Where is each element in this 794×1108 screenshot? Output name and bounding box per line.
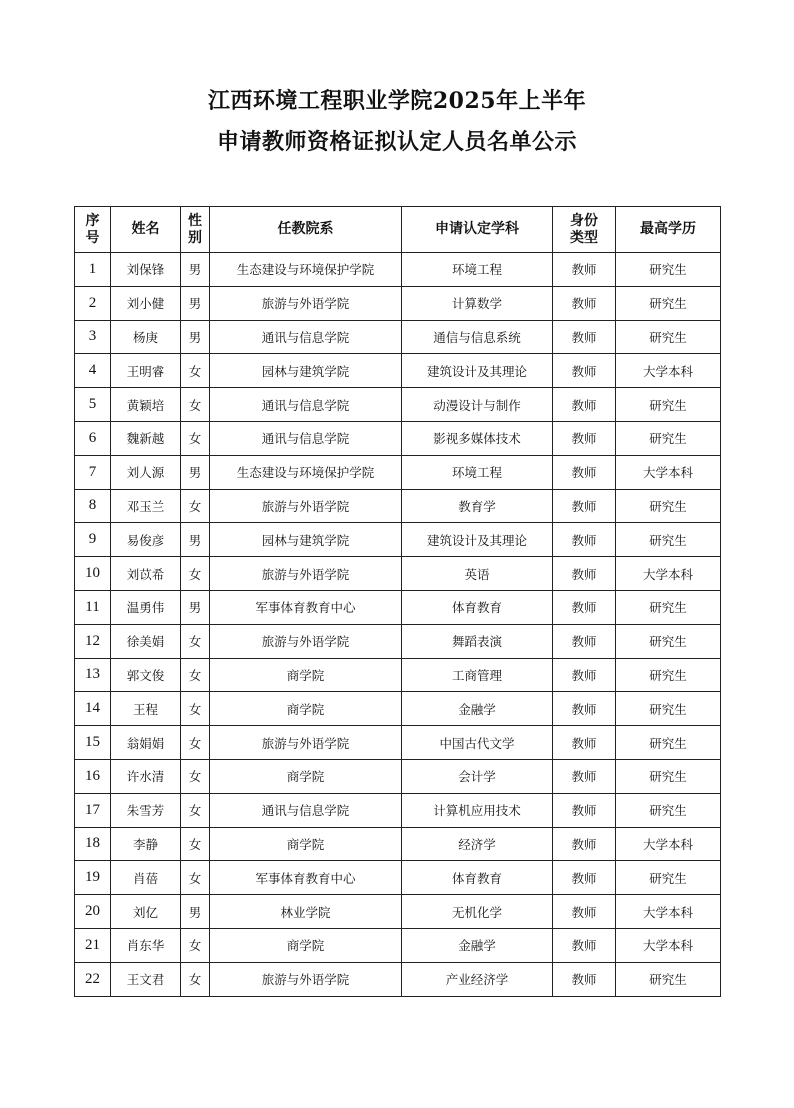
cell-identity: 教师 — [553, 895, 616, 929]
table-body — [75, 253, 721, 997]
cell-seq: 16 — [75, 759, 111, 793]
table-row — [75, 557, 721, 591]
table-row — [75, 354, 721, 388]
cell-subject: 产业经济学 — [402, 962, 553, 996]
cell-gender: 女 — [181, 827, 210, 861]
table-row — [75, 861, 721, 895]
cell-name: 李静 — [111, 827, 181, 861]
cell-education: 研究生 — [616, 253, 721, 287]
cell-subject: 计算数学 — [402, 286, 553, 320]
cell-name: 王文君 — [111, 962, 181, 996]
table-row — [75, 388, 721, 422]
cell-name: 肖东华 — [111, 928, 181, 962]
cell-gender: 女 — [181, 962, 210, 996]
cell-gender: 女 — [181, 861, 210, 895]
cell-identity: 教师 — [553, 861, 616, 895]
cell-department: 旅游与外语学院 — [210, 286, 402, 320]
cell-subject: 舞蹈表演 — [402, 624, 553, 658]
cell-identity: 教师 — [553, 286, 616, 320]
table-row — [75, 624, 721, 658]
cell-department: 通讯与信息学院 — [210, 421, 402, 455]
header-department: 任教院系 — [210, 207, 402, 253]
cell-subject: 教育学 — [402, 489, 553, 523]
cell-education: 大学本科 — [616, 557, 721, 591]
cell-education: 研究生 — [616, 286, 721, 320]
cell-seq: 10 — [75, 557, 111, 591]
header-gender-line-1: 性 — [188, 212, 202, 229]
cell-name: 刘亿 — [111, 895, 181, 929]
cell-seq: 1 — [75, 253, 111, 287]
cell-department: 军事体育教育中心 — [210, 590, 402, 624]
header-subject: 申请认定学科 — [402, 207, 553, 253]
cell-gender: 男 — [181, 286, 210, 320]
cell-department: 商学院 — [210, 928, 402, 962]
cell-identity: 教师 — [553, 759, 616, 793]
cell-seq: 18 — [75, 827, 111, 861]
header-education: 最高学历 — [616, 207, 721, 253]
cell-subject: 环境工程 — [402, 455, 553, 489]
table-row — [75, 692, 721, 726]
cell-seq: 4 — [75, 354, 111, 388]
header-seq-line-2: 号 — [85, 229, 100, 246]
cell-name: 徐美娟 — [111, 624, 181, 658]
cell-identity: 教师 — [553, 590, 616, 624]
document-title-line-1: 江西环境工程职业学院2025年上半年 — [207, 88, 587, 114]
cell-education: 研究生 — [616, 692, 721, 726]
cell-department: 生态建设与环境保护学院 — [210, 253, 402, 287]
cell-identity: 教师 — [553, 489, 616, 523]
cell-gender: 女 — [181, 759, 210, 793]
cell-education: 研究生 — [616, 590, 721, 624]
cell-subject: 影视多媒体技术 — [402, 421, 553, 455]
cell-seq: 2 — [75, 286, 111, 320]
cell-department: 商学院 — [210, 759, 402, 793]
cell-department: 旅游与外语学院 — [210, 962, 402, 996]
cell-identity: 教师 — [553, 658, 616, 692]
cell-subject: 金融学 — [402, 692, 553, 726]
cell-name: 易俊彦 — [111, 523, 181, 557]
cell-identity: 教师 — [553, 692, 616, 726]
cell-gender: 男 — [181, 895, 210, 929]
cell-education: 研究生 — [616, 658, 721, 692]
cell-education: 研究生 — [616, 523, 721, 557]
header-name: 姓名 — [111, 207, 181, 253]
cell-identity: 教师 — [553, 827, 616, 861]
cell-subject: 工商管理 — [402, 658, 553, 692]
cell-seq: 22 — [75, 962, 111, 996]
cell-department: 通讯与信息学院 — [210, 320, 402, 354]
cell-seq: 17 — [75, 793, 111, 827]
cell-name: 魏新越 — [111, 421, 181, 455]
cell-department: 旅游与外语学院 — [210, 557, 402, 591]
cell-name: 刘保锋 — [111, 253, 181, 287]
cell-identity: 教师 — [553, 388, 616, 422]
cell-gender: 女 — [181, 624, 210, 658]
table-row — [75, 320, 721, 354]
cell-education: 研究生 — [616, 320, 721, 354]
cell-gender: 女 — [181, 658, 210, 692]
table-row — [75, 253, 721, 287]
cell-department: 园林与建筑学院 — [210, 354, 402, 388]
header-seq — [75, 207, 111, 253]
cell-gender: 女 — [181, 354, 210, 388]
cell-subject: 建筑设计及其理论 — [402, 523, 553, 557]
cell-department: 通讯与信息学院 — [210, 388, 402, 422]
cell-seq: 15 — [75, 726, 111, 760]
table-row — [75, 658, 721, 692]
table-row — [75, 726, 721, 760]
cell-seq: 7 — [75, 455, 111, 489]
header-identity-line-2: 类型 — [570, 229, 598, 246]
cell-name: 郭文俊 — [111, 658, 181, 692]
cell-gender: 女 — [181, 692, 210, 726]
cell-seq: 6 — [75, 421, 111, 455]
cell-subject: 金融学 — [402, 928, 553, 962]
cell-subject: 会计学 — [402, 759, 553, 793]
table-row — [75, 590, 721, 624]
cell-education: 研究生 — [616, 624, 721, 658]
cell-gender: 女 — [181, 388, 210, 422]
cell-department: 林业学院 — [210, 895, 402, 929]
table-row — [75, 895, 721, 929]
cell-subject: 经济学 — [402, 827, 553, 861]
table-row — [75, 455, 721, 489]
cell-department: 旅游与外语学院 — [210, 624, 402, 658]
cell-seq: 19 — [75, 861, 111, 895]
table-row — [75, 759, 721, 793]
cell-seq: 3 — [75, 320, 111, 354]
cell-name: 许水清 — [111, 759, 181, 793]
cell-name: 肖蓓 — [111, 861, 181, 895]
cell-name: 朱雪芳 — [111, 793, 181, 827]
cell-seq: 13 — [75, 658, 111, 692]
cell-name: 刘苡希 — [111, 557, 181, 591]
document-title-line-2: 申请教师资格证拟认定人员名单公示 — [216, 129, 577, 155]
table-row — [75, 286, 721, 320]
header-gender-line-2: 别 — [188, 229, 202, 246]
header-gender — [181, 207, 210, 253]
cell-education: 大学本科 — [616, 455, 721, 489]
cell-name: 刘小健 — [111, 286, 181, 320]
cell-seq: 12 — [75, 624, 111, 658]
cell-name: 黄颖培 — [111, 388, 181, 422]
table-row — [75, 421, 721, 455]
cell-name: 邓玉兰 — [111, 489, 181, 523]
table-row — [75, 793, 721, 827]
cell-name: 刘人源 — [111, 455, 181, 489]
cell-identity: 教师 — [553, 726, 616, 760]
cell-gender: 男 — [181, 320, 210, 354]
cell-department: 生态建设与环境保护学院 — [210, 455, 402, 489]
cell-education: 研究生 — [616, 759, 721, 793]
cell-gender: 女 — [181, 557, 210, 591]
cell-identity: 教师 — [553, 523, 616, 557]
cell-department: 商学院 — [210, 658, 402, 692]
teacher-roster-table — [74, 206, 721, 997]
table-row — [75, 489, 721, 523]
cell-subject: 通信与信息系统 — [402, 320, 553, 354]
cell-gender: 男 — [181, 455, 210, 489]
cell-identity: 教师 — [553, 557, 616, 591]
cell-seq: 20 — [75, 895, 111, 929]
cell-subject: 环境工程 — [402, 253, 553, 287]
cell-department: 商学院 — [210, 827, 402, 861]
header-seq-line-1: 序 — [85, 212, 100, 229]
cell-identity: 教师 — [553, 354, 616, 388]
table-row — [75, 827, 721, 861]
cell-name: 温勇伟 — [111, 590, 181, 624]
cell-subject: 无机化学 — [402, 895, 553, 929]
cell-subject: 计算机应用技术 — [402, 793, 553, 827]
cell-gender: 女 — [181, 928, 210, 962]
cell-department: 军事体育教育中心 — [210, 861, 402, 895]
cell-seq: 11 — [75, 590, 111, 624]
table-row — [75, 928, 721, 962]
cell-education: 研究生 — [616, 388, 721, 422]
cell-subject: 建筑设计及其理论 — [402, 354, 553, 388]
cell-gender: 男 — [181, 253, 210, 287]
cell-department: 园林与建筑学院 — [210, 523, 402, 557]
cell-subject: 动漫设计与制作 — [402, 388, 553, 422]
cell-seq: 5 — [75, 388, 111, 422]
cell-identity: 教师 — [553, 455, 616, 489]
cell-department: 通讯与信息学院 — [210, 793, 402, 827]
header-identity-line-1: 身份 — [570, 212, 598, 229]
cell-education: 大学本科 — [616, 354, 721, 388]
cell-education: 大学本科 — [616, 827, 721, 861]
table-row — [75, 523, 721, 557]
cell-identity: 教师 — [553, 962, 616, 996]
cell-subject: 体育教育 — [402, 861, 553, 895]
cell-name: 王明睿 — [111, 354, 181, 388]
table-header-row — [75, 207, 721, 253]
cell-name: 翁娟娟 — [111, 726, 181, 760]
cell-education: 研究生 — [616, 962, 721, 996]
table-row — [75, 962, 721, 996]
cell-identity: 教师 — [553, 928, 616, 962]
cell-seq: 21 — [75, 928, 111, 962]
cell-education: 大学本科 — [616, 928, 721, 962]
cell-education: 研究生 — [616, 421, 721, 455]
cell-gender: 女 — [181, 489, 210, 523]
cell-seq: 8 — [75, 489, 111, 523]
cell-education: 研究生 — [616, 726, 721, 760]
cell-name: 杨庚 — [111, 320, 181, 354]
cell-seq: 14 — [75, 692, 111, 726]
cell-education: 研究生 — [616, 489, 721, 523]
cell-department: 商学院 — [210, 692, 402, 726]
cell-subject: 中国古代文学 — [402, 726, 553, 760]
cell-subject: 英语 — [402, 557, 553, 591]
cell-gender: 男 — [181, 523, 210, 557]
cell-education: 大学本科 — [616, 895, 721, 929]
cell-department: 旅游与外语学院 — [210, 489, 402, 523]
cell-identity: 教师 — [553, 253, 616, 287]
cell-gender: 女 — [181, 793, 210, 827]
cell-gender: 女 — [181, 726, 210, 760]
cell-gender: 男 — [181, 590, 210, 624]
cell-subject: 体育教育 — [402, 590, 553, 624]
cell-department: 旅游与外语学院 — [210, 726, 402, 760]
cell-education: 研究生 — [616, 861, 721, 895]
cell-identity: 教师 — [553, 421, 616, 455]
cell-name: 王程 — [111, 692, 181, 726]
cell-identity: 教师 — [553, 624, 616, 658]
header-identity — [553, 207, 616, 253]
cell-gender: 女 — [181, 421, 210, 455]
cell-identity: 教师 — [553, 793, 616, 827]
cell-education: 研究生 — [616, 793, 721, 827]
cell-seq: 9 — [75, 523, 111, 557]
cell-identity: 教师 — [553, 320, 616, 354]
